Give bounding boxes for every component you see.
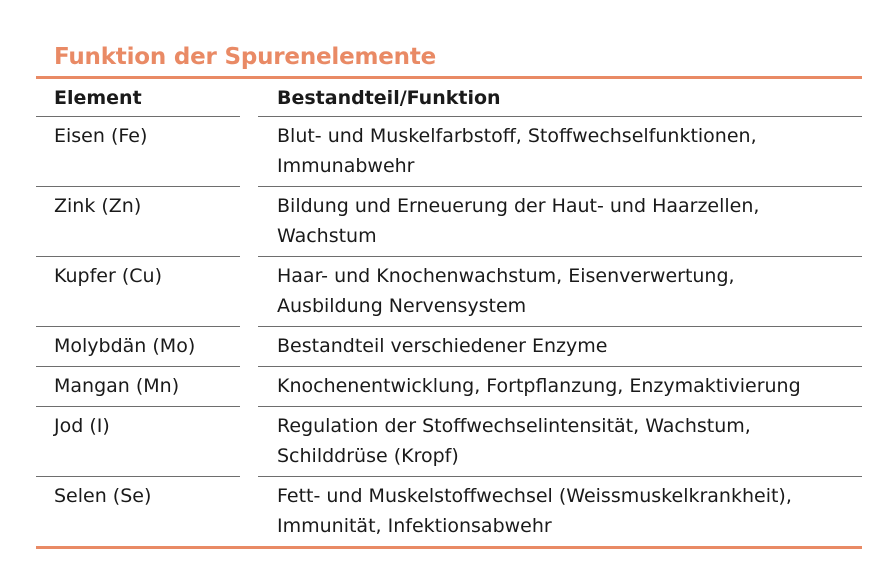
function-line: Blut- und Muskelfarbstoff, Stoffwechselfunktionen, [277,125,757,147]
bottom-rule [36,546,862,549]
table-title: Funktion der Spurenelemente [54,44,437,70]
header-function: Bestandteil/Funktion [277,87,501,109]
function-line: Bestandteil verschiedener Enzyme [277,335,608,357]
function-cell [258,367,862,407]
element-cell: Selen (Se) [36,477,258,547]
element-cell: Jod (I) [36,407,258,477]
function-cell [258,477,862,547]
table-row [36,187,862,257]
element-cell: Zink (Zn) [36,187,258,257]
function-line: Schilddrüse (Kropf) [277,445,459,467]
table-row [36,407,862,477]
function-line: Ausbildung Nervensystem [277,295,527,317]
header-element: Element [54,87,142,109]
function-cell [258,257,862,327]
table-header-row [36,79,862,117]
element-cell: Molybdän (Mo) [36,327,258,367]
function-cell [258,327,862,367]
element-cell: Kupfer (Cu) [36,257,258,327]
trace-elements-table-block [36,42,862,549]
function-cell [258,187,862,257]
table-row [36,257,862,327]
function-line: Fett- und Muskelstoffwechsel (Weissmuskelkrankheit), [277,485,792,507]
element-cell: Eisen (Fe) [36,117,258,187]
function-line: Wachstum [277,225,377,247]
trace-elements-table [36,79,862,546]
function-line: Haar- und Knochenwachstum, Eisenverwertung, [277,265,735,287]
function-line: Bildung und Erneuerung der Haut- und Haarzellen, [277,195,760,217]
table-row [36,477,862,547]
function-cell [258,407,862,477]
function-line: Knochenentwicklung, Fortpflanzung, Enzymaktivierung [277,375,801,397]
function-cell [258,117,862,187]
function-line: Immunität, Infektionsabwehr [277,515,552,537]
table-row [36,117,862,187]
element-cell: Mangan (Mn) [36,367,258,407]
table-row [36,327,862,367]
table-row [36,367,862,407]
function-line: Immunabwehr [277,155,415,177]
function-line: Regulation der Stoffwechselintensität, Wachstum, [277,415,751,437]
